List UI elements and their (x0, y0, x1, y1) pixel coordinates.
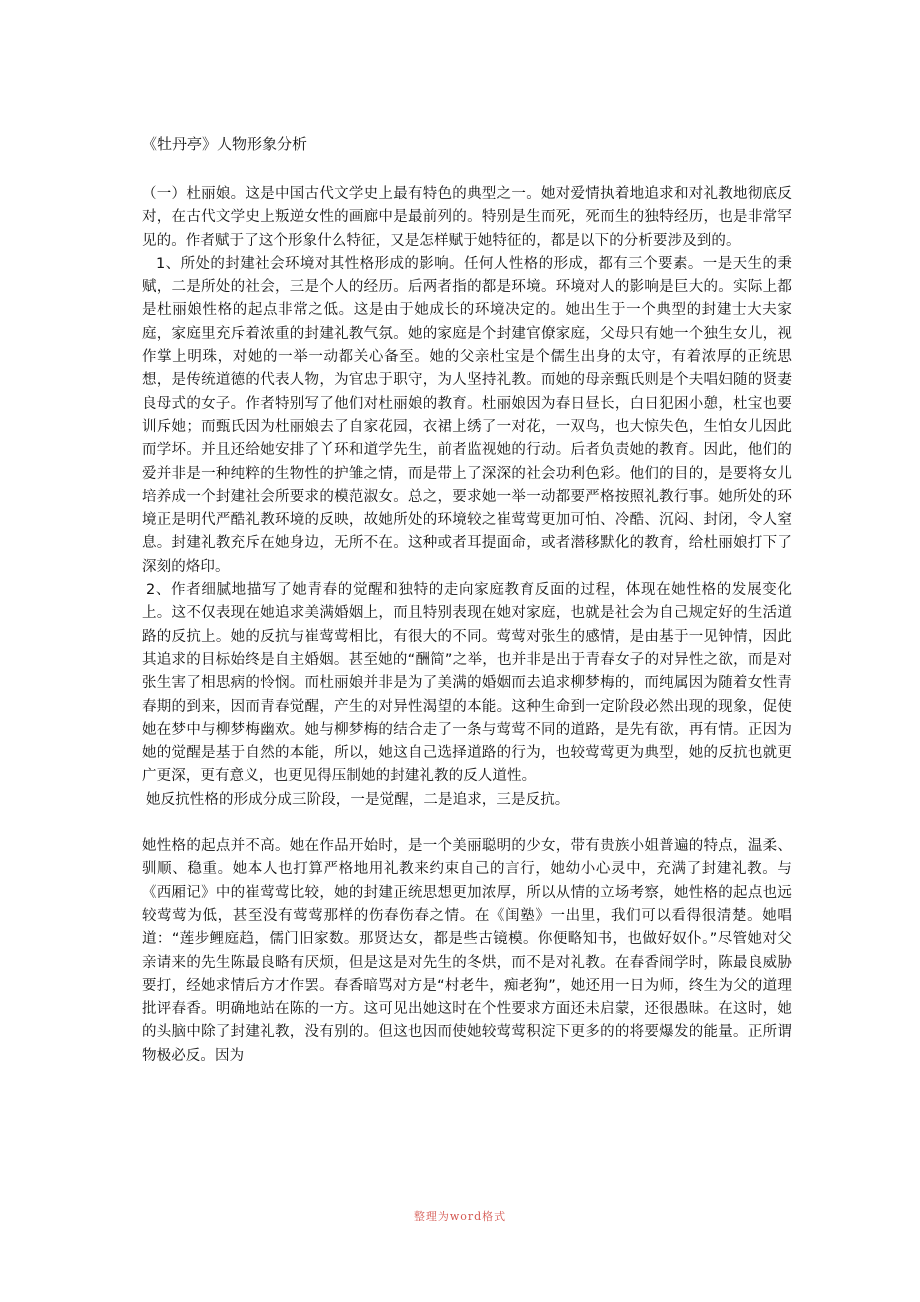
footer-watermark: 整理为word格式 (413, 1210, 507, 1223)
paragraph-three-stages: 她反抗性格的形成分成三阶段，一是觉醒，二是追求，三是反抗。 (146, 791, 570, 808)
document-body (142, 183, 792, 1068)
paragraph-du-liniang-intro: （一）杜丽娘。这是中国古代文学史上最有特色的典型之一。她对爱情执着地追求和对礼教地彻底反对，在古代文学史上叛逆女性的画廊中是最前列的。特别是生而死，死而生的独特经历，也是非常罕见的。作者赋于了这个形象什么特征，又是怎样赋于她特征的，都是以下的分析要涉及到的。 (142, 186, 792, 249)
paragraph-personality-origin: 她性格的起点并不高。她在作品开始时，是一个美丽聪明的少女，带有贵族小姐普遍的特点，温柔、驯顺、稳重。她本人也打算严格地用礼教来约束自己的言行，她幼小心灵中，充满了封建礼教。与《西厢记》中的崔莺莺比较，她的封建正统思想更加浓厚，所以从情的立场考察，她性格的起点也远较莺莺为低，甚至没有莺莺那样的伤春伤春之情。在《闺塾》一出里，我们可以看得很清楚。她唱道：“莲步鲤庭趋，儒门旧家数。那贤达女，都是些古镜模。你便略知书，也做好奴仆。”尽管她对父亲请来的先生陈最良略有厌烦，但是这是对先生的冬烘，而不是对礼教。在春香闹学时，陈最良威胁要打，经她求情后方才作罢。春香暗骂对方是“村老牛，痴老狗”，她还用一日为师，终生为父的道理批评春香。明确地站在陈的一方。这可见出她这时在个性要求方面还未启蒙，还很愚昧。在这时，她的头脑中除了封建礼教，没有别的。但这也因而使她较莺莺积淀下更多的的将要爆发的能量。正所谓物极必反。因为 (142, 838, 792, 1064)
paragraph-youth-awakening: 2、作者细腻地描写了她青春的觉醒和独特的走向家庭教育反面的过程，体现在她性格的发展变化上。这不仅表现在她追求美满婚姻上，而且特别表现在她对家庭，也就是社会为自己规定好的生活道路的反抗上。她的反抗与崔莺莺相比，有很大的不同。莺莺对张生的感情，是由基于一见钟情，因此其追求的目标始终是自主婚姻。甚至她的“酬简”之举，也并非是出于青春女子的对异性之欲，而是对张生害了相思病的怜悯。而杜丽娘并非是为了美满的婚姻而去追求柳梦梅的，而纯属因为随着女性青春期的到来，因而青春觉醒，产生的对异性渴望的本能。这种生命到一定阶段必然出现的现象，促使她在梦中与柳梦梅幽欢。她与柳梦梅的结合走了一条与莺莺不同的道路，是先有欲，再有情。正因为她的觉醒是基于自然的本能，所以，她这自己选择道路的行为，也较莺莺更为典型，她的反抗也就更广更深，更有意义，也更见得压制她的封建礼教的反人道性。 (142, 582, 792, 785)
page-title: 《牡丹亭》人物形象分析 (142, 135, 308, 153)
paragraph-environment-influence: 1、所处的封建社会环境对其性格形成的影响。任何人性格的形成，都有三个要素。一是天生的秉赋，二是所处的社会，三是个人的经历。后两者指的都是环境。环境对人的影响是巨大的。实际上都是杜丽娘性格的起点非常之低。这是由于她成长的环境决定的。她出生于一个典型的封建士大夫家庭，家庭里充斥着浓重的封建礼教气氛。她的家庭是个封建官僚家庭，父母只有她一个独生女儿，视作掌上明珠，对她的一举一动都关心备至。她的父亲杜宝是个儒生出身的太守，有着浓厚的正统思想，是传统道德的代表人物，为官忠于职守，为人坚持礼教。而她的母亲甄氏则是个夫唱妇随的贤妻良母式的女子。作者特别写了他们对杜丽娘的教育。杜丽娘因为春日昼长，白日犯困小憩，杜宝也要训斥她；而甄氏因为杜丽娘去了自家花园，衣裙上绣了一对花，一双鸟，也大惊失色，生怕女儿因此而学坏。并且还给她安排了丫环和道学先生，前者监视她的行动。后者负责她的教育。因此，他们的爱并非是一种纯粹的生物性的护雏之情，而是带上了深深的社会功利色彩。他们的目的，是要将女儿培养成一个封建社会所要求的模范淑女。总之，要求她一举一动都要严格按照礼教行事。她所处的环境正是明代严酷礼教环境的反映，故她所处的环境较之崔莺莺更加可怕、冷酷、沉闷、封闭，令人窒息。封建礼教充斥在她身边，无所不在。这种或者耳提面命，或者潜移默化的教育，给杜丽娘打下了深刻的烙印。 (142, 255, 792, 575)
